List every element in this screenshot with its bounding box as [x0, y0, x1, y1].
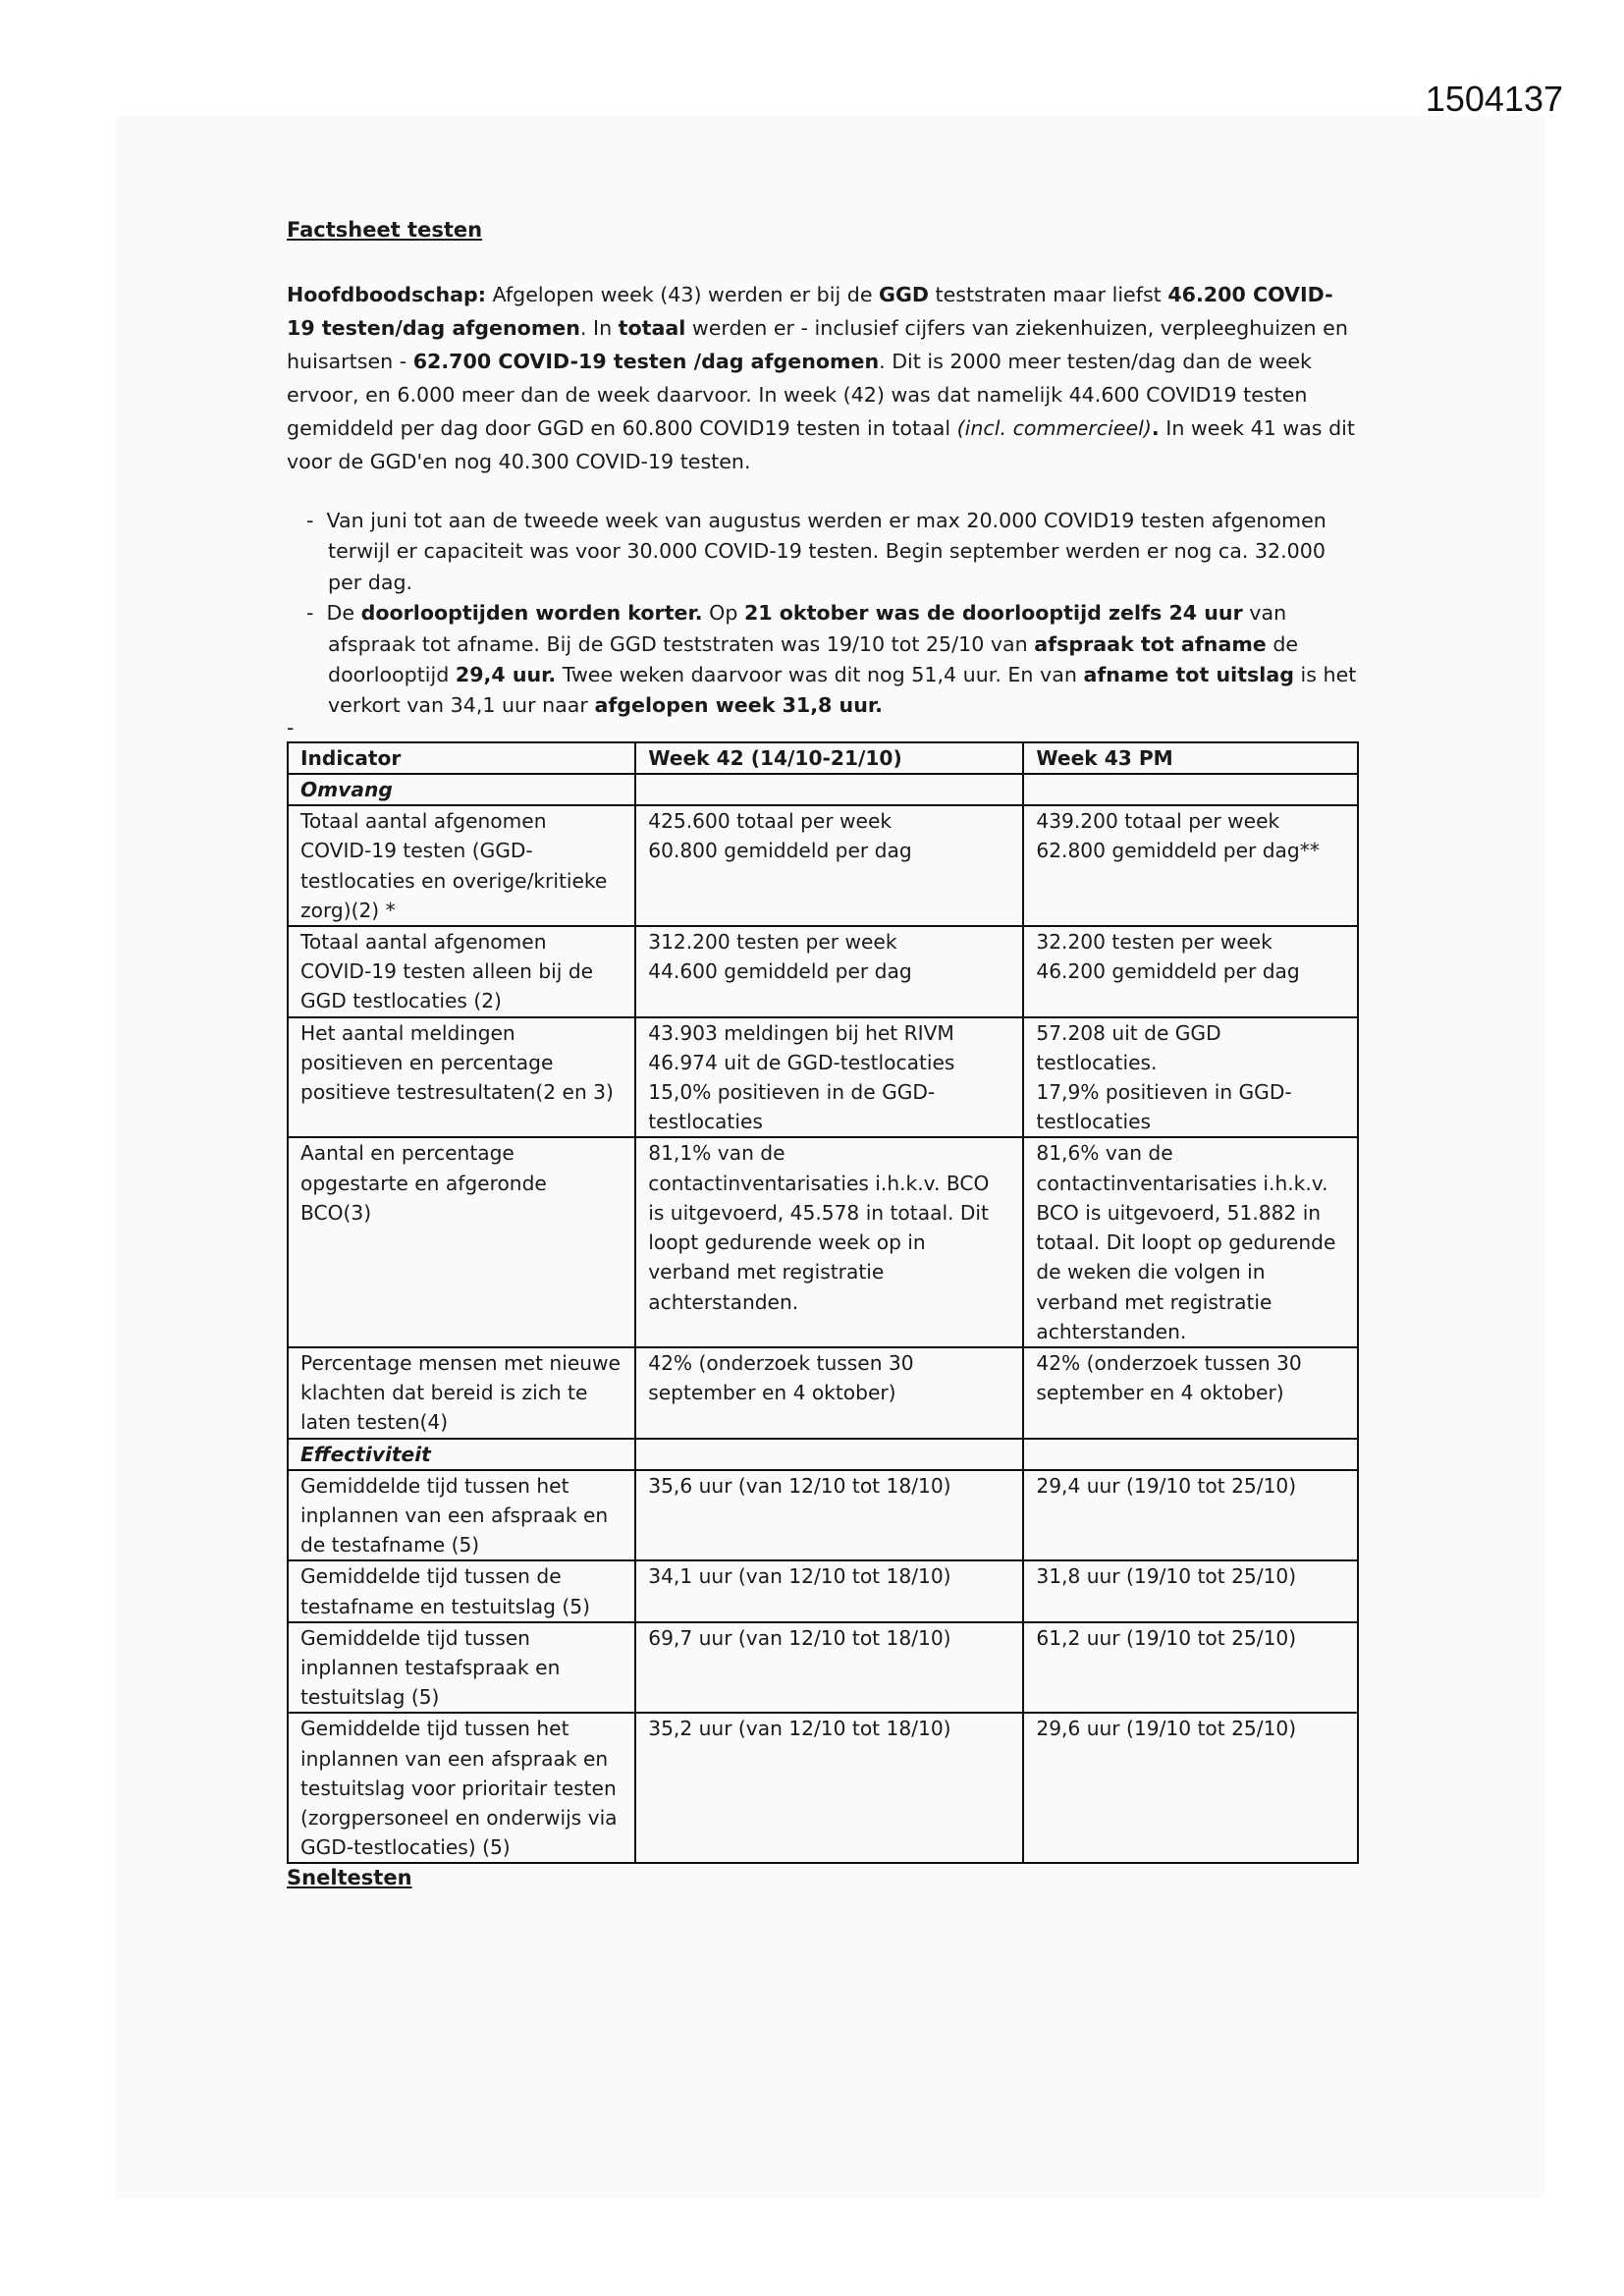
- cell-text: 35,2 uur (van 12/10 tot 18/10): [648, 1717, 951, 1741]
- week-42-cell: [635, 805, 1023, 926]
- cell-text: Aantal en percentage opgestarte en afgeronde BCO(3): [300, 1141, 547, 1225]
- table-row: [288, 1137, 1358, 1346]
- section-label: Effectiviteit: [288, 1439, 635, 1470]
- week-42-cell: [635, 1137, 1023, 1346]
- document-title: Factsheet testen: [287, 218, 483, 242]
- text-segment: 29,4 uur.: [455, 663, 557, 687]
- cell-text: Gemiddelde tijd tussen inplannen testafspraak en testuitslag (5): [300, 1625, 561, 1710]
- table-row: [288, 805, 1358, 926]
- week-43-cell: [1023, 805, 1358, 926]
- cell-text: 81,6% van de contactinventarisaties i.h.k.v. BCO is uitgevoerd, 51.882 in totaal. Dit loopt op gedurende de weken die volgen in verband met registratie achterstanden.: [1036, 1141, 1336, 1343]
- cell-text: 32.200 testen per week: [1036, 930, 1272, 955]
- footer-heading: Sneltesten: [287, 1866, 412, 1890]
- cell-text: 17,9% positieven in GGD-testlocaties: [1036, 1080, 1292, 1134]
- cell-text: 15,0% positieven in de GGD-testlocaties: [648, 1080, 936, 1134]
- table-row: [288, 1713, 1358, 1863]
- table-row: [288, 1347, 1358, 1439]
- table-section-row: [288, 774, 1358, 805]
- header-indicator: Indicator: [288, 742, 635, 774]
- text-segment: 62.700 COVID-19 testen /dag afgenomen: [412, 350, 880, 373]
- text-segment: Van juni tot aan de tweede week van augustus werden er max 20.000 COVID19 testen afgenomen terwijl er capaciteit was voor 30.000 COVID-19 testen. Begin september werden er nog ca. 32.000 per dag.: [326, 509, 1326, 594]
- indicator-cell: [288, 1622, 635, 1714]
- cell-text: 61,2 uur (19/10 tot 25/10): [1036, 1625, 1297, 1650]
- text-segment: Twee weken daarvoor was dit nog 51,4 uur. En van: [556, 663, 1084, 687]
- text-segment: Hoofdboodschap:: [287, 283, 487, 306]
- cell-text: 34,1 uur (van 12/10 tot 18/10): [648, 1564, 951, 1589]
- table-header-row: [288, 742, 1358, 774]
- cell-text: 46.200 gemiddeld per dag: [1036, 959, 1300, 984]
- indicator-cell: [288, 1470, 635, 1561]
- text-segment: de doorlooptijd: [328, 631, 1299, 687]
- cell-text: 62.800 gemiddeld per dag**: [1036, 839, 1320, 863]
- week-43-cell: [1023, 1560, 1358, 1621]
- table-row: [288, 1017, 1358, 1138]
- week-43-cell: [1023, 1347, 1358, 1439]
- text-segment: GGD: [879, 283, 929, 306]
- cell-text: 425.600 totaal per week: [648, 809, 893, 834]
- bullet-item: [287, 506, 1359, 598]
- indicator-cell: [288, 926, 635, 1017]
- section-label: Omvang: [288, 774, 635, 805]
- table-body: [288, 774, 1358, 1863]
- week-42-cell: [635, 1347, 1023, 1439]
- cell-text: 81,1% van de contactinventarisaties i.h.k.v. BCO is uitgevoerd, 45.578 in totaal. Dit loopt gedurende week op in verband met registratie achterstanden.: [648, 1141, 990, 1314]
- empty-cell: [635, 774, 1023, 805]
- text-segment: . Dit is 2000 meer testen/dag dan de week ervoor, en 6.000 meer dan de week daarvoor. In week (42) was dat namelijk 44.600 COVID19 testen gemiddeld per dag door GGD en 60.800 COVID19 testen in totaal: [287, 350, 1312, 440]
- week-42-cell: [635, 1622, 1023, 1714]
- bullet-list: [287, 506, 1359, 722]
- intro-paragraph: [287, 278, 1359, 478]
- text-segment: afgelopen week 31,8 uur.: [594, 693, 883, 718]
- text-segment: De: [326, 601, 361, 626]
- indicator-cell: [288, 1713, 635, 1863]
- empty-cell: [635, 1439, 1023, 1470]
- cell-text: 312.200 testen per week: [648, 930, 897, 955]
- week-42-cell: [635, 1017, 1023, 1138]
- table-row: [288, 926, 1358, 1017]
- week-43-cell: [1023, 1713, 1358, 1863]
- cell-text: Het aantal meldingen positieven en percentage positieve testresultaten(2 en 3): [300, 1020, 614, 1105]
- cell-text: 29,4 uur (19/10 tot 25/10): [1036, 1473, 1297, 1498]
- week-43-cell: [1023, 1017, 1358, 1138]
- week-42-cell: [635, 926, 1023, 1017]
- text-segment: . In: [579, 316, 619, 340]
- cell-text: 42% (onderzoek tussen 30 september en 4 oktober): [1036, 1350, 1302, 1405]
- week-43-cell: [1023, 1622, 1358, 1714]
- bullet-item: [287, 598, 1359, 722]
- bullet-marker: -: [306, 601, 314, 626]
- cell-text: 42% (onderzoek tussen 30 september en 4 oktober): [648, 1350, 914, 1405]
- week-42-cell: [635, 1470, 1023, 1561]
- cell-text: 43.903 meldingen bij het RIVM: [648, 1020, 954, 1045]
- indicator-cell: [288, 805, 635, 926]
- week-43-cell: [1023, 1137, 1358, 1346]
- cell-text: 57.208 uit de GGD testlocaties.: [1036, 1020, 1221, 1074]
- text-segment: Afgelopen week (43) werden er bij de: [486, 283, 880, 306]
- bullet-marker: -: [306, 509, 314, 532]
- text-segment: afspraak tot afname: [1034, 631, 1267, 656]
- week-42-cell: [635, 1560, 1023, 1621]
- header-week-42: Week 42 (14/10-21/10): [635, 742, 1023, 774]
- text-segment: In week 41 was dit voor de GGD'en nog 40.300 COVID-19 testen.: [287, 416, 1355, 473]
- text-segment: totaal: [618, 316, 686, 340]
- cell-text: Totaal aantal afgenomen COVID-19 testen (GGD-testlocaties en overige/kritieke zorg)(2) *: [300, 809, 608, 922]
- stray-dash: -: [287, 715, 295, 739]
- cell-text: 69,7 uur (van 12/10 tot 18/10): [648, 1625, 951, 1650]
- text-segment: 46.200 COVID-19 testen/dag afgenomen: [287, 283, 1333, 340]
- table-row: [288, 1560, 1358, 1621]
- indicator-cell: [288, 1017, 635, 1138]
- empty-cell: [1023, 774, 1358, 805]
- week-43-cell: [1023, 926, 1358, 1017]
- table-section-row: [288, 1439, 1358, 1470]
- cell-text: Totaal aantal afgenomen COVID-19 testen alleen bij de GGD testlocaties (2): [300, 930, 594, 1013]
- text-segment: .: [1151, 416, 1160, 440]
- table-row: [288, 1622, 1358, 1714]
- indicator-cell: [288, 1137, 635, 1346]
- document-number: 1504137: [1425, 79, 1563, 119]
- cell-text: Percentage mensen met nieuwe klachten dat bereid is zich te laten testen(4): [300, 1350, 621, 1435]
- cell-text: 60.800 gemiddeld per dag: [648, 839, 912, 863]
- cell-text: 35,6 uur (van 12/10 tot 18/10): [648, 1473, 951, 1498]
- cell-text: 439.200 totaal per week: [1036, 809, 1280, 834]
- indicator-cell: [288, 1560, 635, 1621]
- week-42-cell: [635, 1713, 1023, 1863]
- text-segment: (incl. commercieel): [956, 416, 1152, 440]
- text-segment: 21 oktober was de doorlooptijd zelfs 24 uur: [743, 601, 1243, 626]
- cell-text: Gemiddelde tijd tussen het inplannen van een afspraak en de testafname (5): [300, 1473, 609, 1558]
- empty-cell: [1023, 1439, 1358, 1470]
- text-segment: is het verkort van 34,1 uur naar: [328, 663, 1357, 718]
- text-segment: Op: [702, 601, 744, 626]
- text-segment: teststraten maar liefst: [928, 283, 1168, 306]
- cell-text: Gemiddelde tijd tussen de testafname en testuitslag (5): [300, 1564, 590, 1618]
- facts-table: [287, 741, 1359, 1865]
- week-43-cell: [1023, 1470, 1358, 1561]
- document-content: [287, 218, 1359, 1889]
- indicator-cell: [288, 1347, 635, 1439]
- table-row: [288, 1470, 1358, 1561]
- text-segment: afname tot uitslag: [1083, 663, 1294, 687]
- cell-text: 29,6 uur (19/10 tot 25/10): [1036, 1717, 1297, 1741]
- text-segment: doorlooptijden worden korter.: [360, 601, 703, 626]
- header-week-43: Week 43 PM: [1023, 742, 1358, 774]
- cell-text: 46.974 uit de GGD-testlocaties: [648, 1050, 955, 1074]
- cell-text: Gemiddelde tijd tussen het inplannen van een afspraak en testuitslag voor prioritair testen (zorgpersoneel en onderwijs via GGD-testlocaties) (5): [300, 1717, 618, 1860]
- cell-text: 44.600 gemiddeld per dag: [648, 959, 912, 984]
- text-segment: van afspraak tot afname. Bij de GGD teststraten was 19/10 tot 25/10 van: [328, 601, 1287, 656]
- text-segment: werden er - inclusief cijfers van ziekenhuizen, verpleeghuizen en huisartsen -: [287, 316, 1348, 373]
- cell-text: 31,8 uur (19/10 tot 25/10): [1036, 1564, 1297, 1589]
